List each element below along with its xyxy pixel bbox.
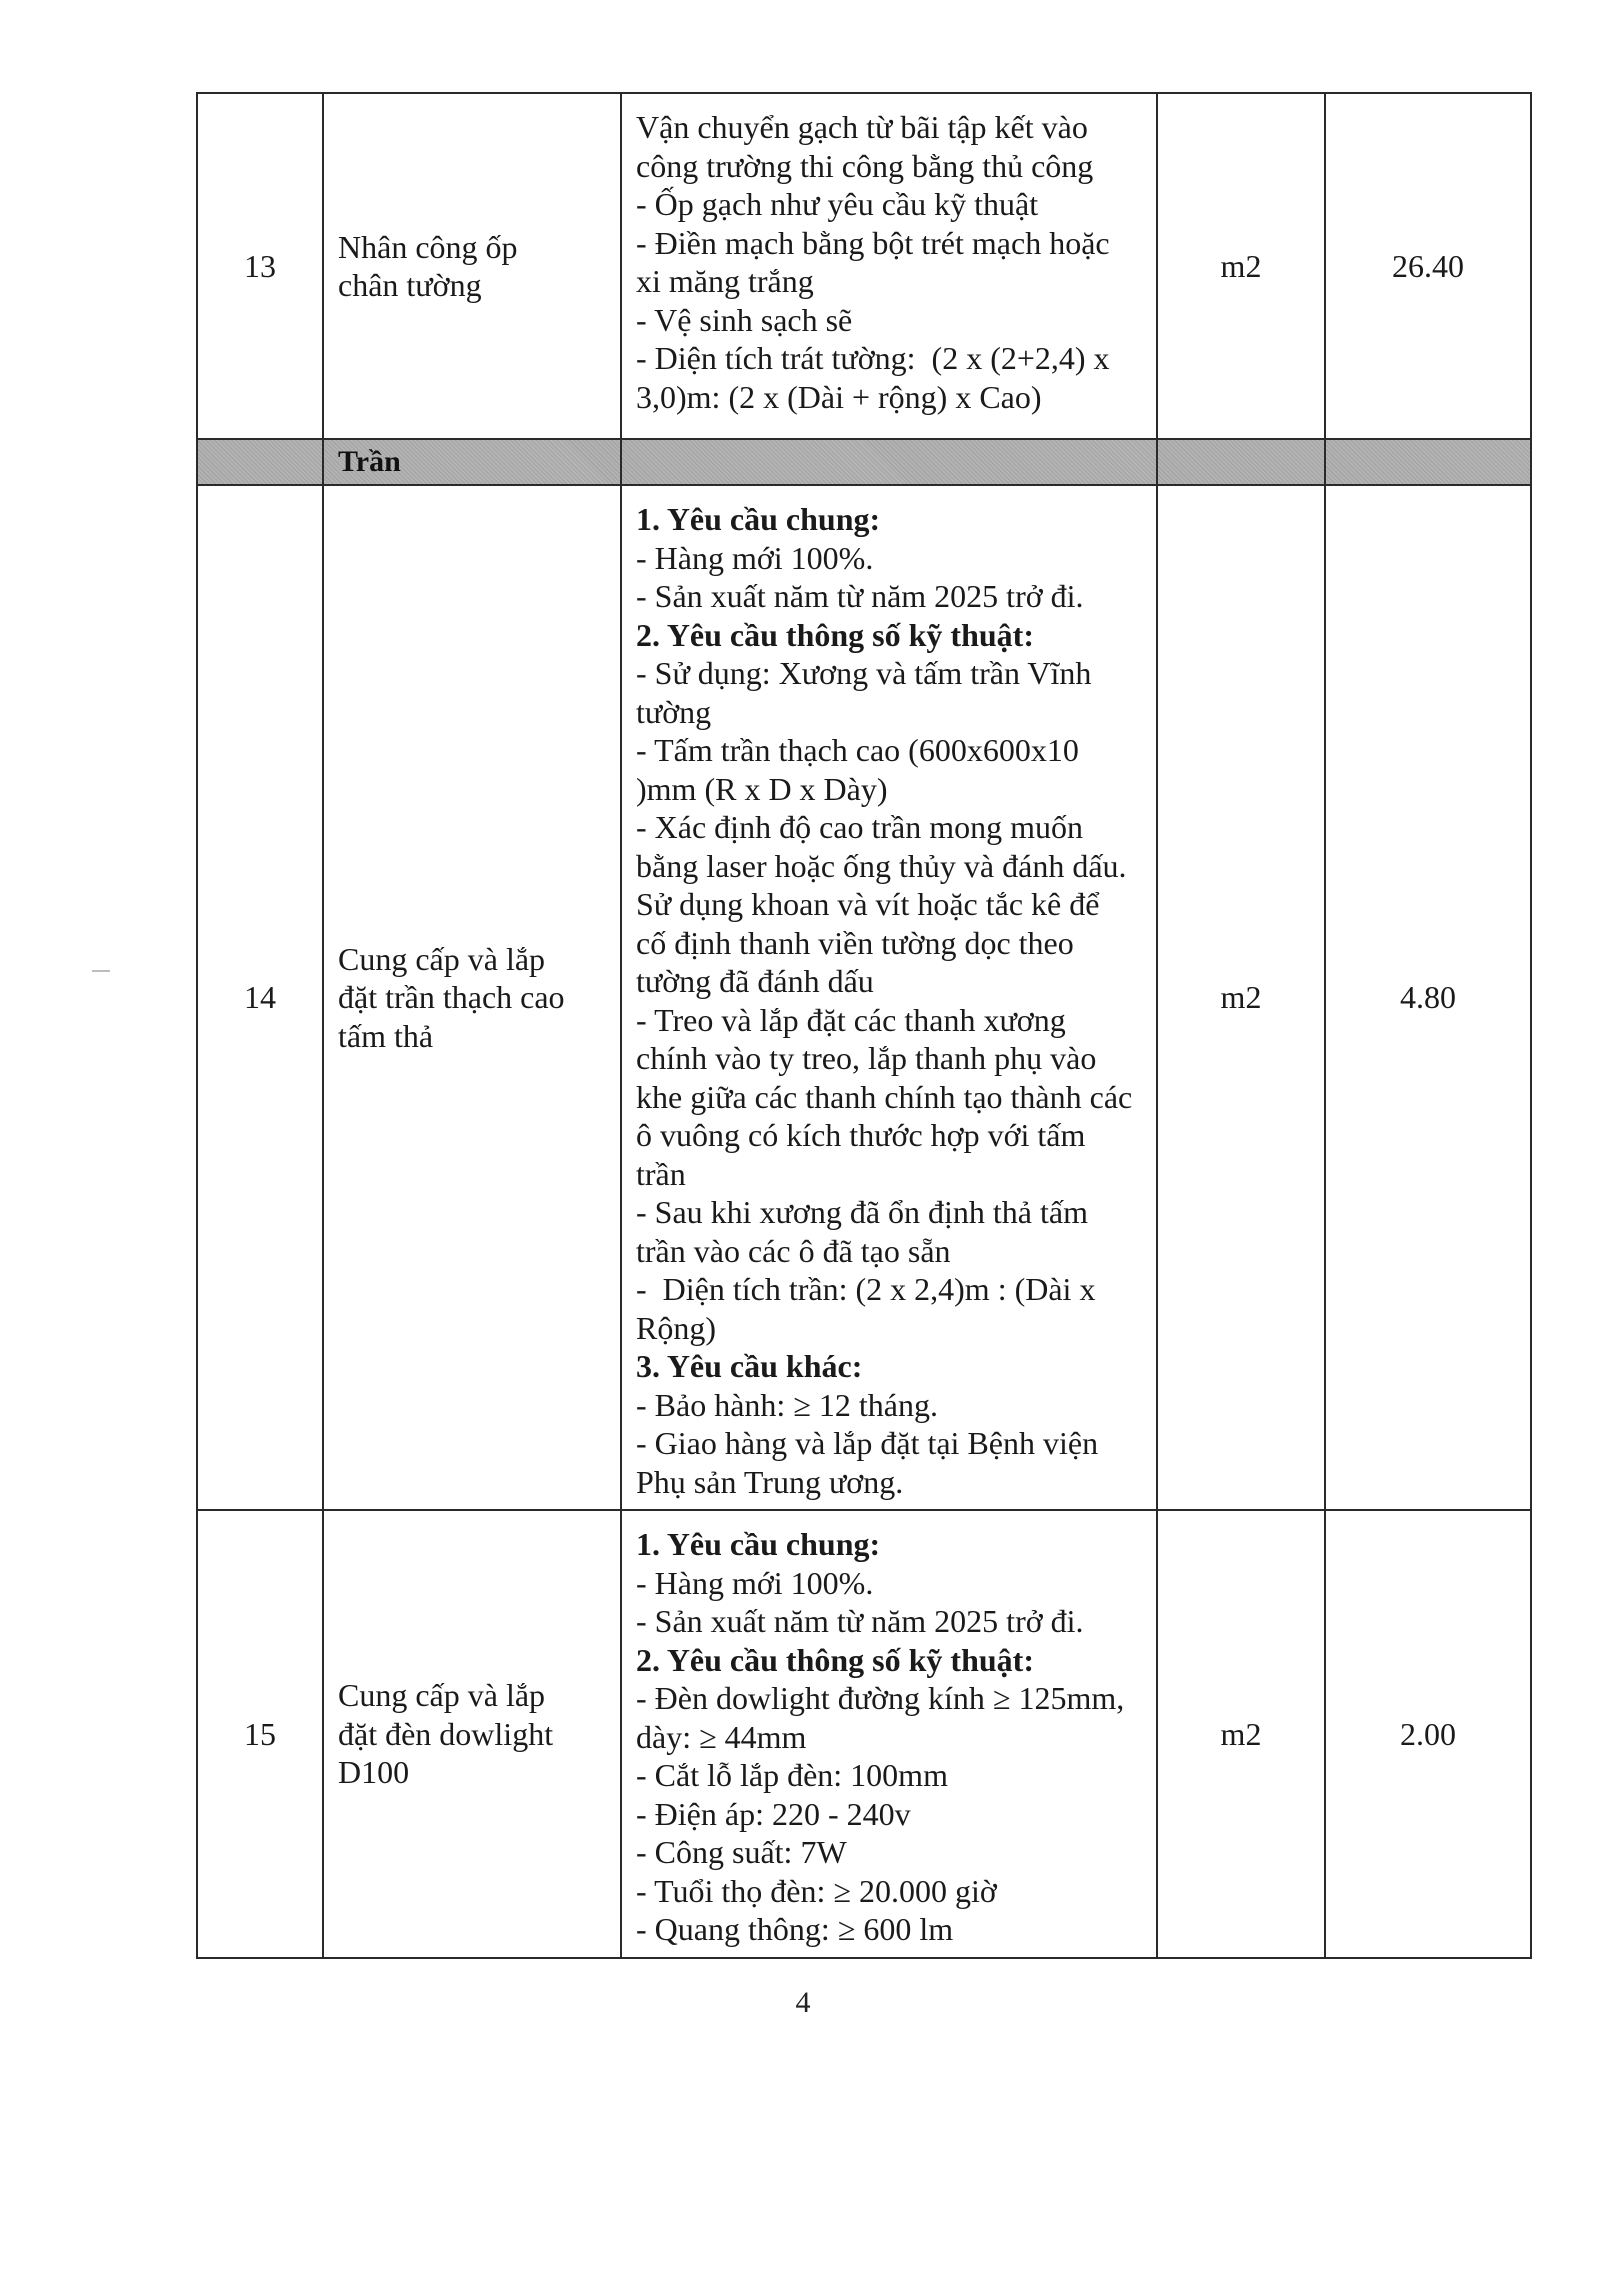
description-line: - Tấm trần thạch cao (600x600x10 bbox=[636, 732, 1079, 768]
item-name-line: Nhân công ốp bbox=[338, 228, 518, 265]
description-line: tường bbox=[636, 693, 712, 730]
description-heading: 2. Yêu cầu thông số kỹ thuật: bbox=[636, 1641, 1034, 1678]
description-line: xi măng trắng bbox=[636, 263, 814, 299]
description-line: khe giữa các thanh chính tạo thành các bbox=[636, 1078, 1133, 1115]
description-line: - Xác định độ cao trần mong muốn bbox=[636, 809, 1083, 845]
description-line: - Sản xuất năm từ năm 2025 trở đi. bbox=[636, 1603, 1084, 1639]
description-line: - Sử dụng: Xương và tấm trần Vĩnh bbox=[636, 655, 1092, 691]
unit-cell: m2 bbox=[1157, 485, 1325, 1510]
scan-artifact-mark bbox=[92, 970, 110, 972]
description-line: - Ốp gạch như yêu cầu kỹ thuật bbox=[636, 186, 1039, 222]
description-line: bằng laser hoặc ống thủy và đánh dấu. bbox=[636, 847, 1127, 884]
item-name-line: chân tường bbox=[338, 267, 482, 303]
section-empty-cell bbox=[1325, 439, 1531, 485]
quantity-cell: 26.40 bbox=[1325, 93, 1531, 439]
description-line: ô vuông có kích thước hợp với tấm bbox=[636, 1117, 1086, 1153]
description-line: - Quang thông: ≥ 600 lm bbox=[636, 1911, 954, 1947]
description-line: - Hàng mới 100%. bbox=[636, 1564, 874, 1601]
unit-cell: m2 bbox=[1157, 93, 1325, 439]
description-heading: 2. Yêu cầu thông số kỹ thuật: bbox=[636, 616, 1034, 653]
item-description bbox=[621, 1510, 1157, 1958]
row-number: 14 bbox=[197, 485, 323, 1510]
section-header-row bbox=[197, 439, 1531, 485]
description-line: trần bbox=[636, 1155, 686, 1192]
item-name bbox=[323, 485, 621, 1510]
section-empty-cell bbox=[621, 439, 1157, 485]
description-line: dày: ≥ 44mm bbox=[636, 1718, 807, 1755]
description-line: - Diện tích trần: (2 x 2,4)m : (Dài x bbox=[636, 1271, 1096, 1307]
description-line: cố định thanh viền tường dọc theo bbox=[636, 924, 1074, 961]
description-line: công trường thi công bằng thủ công bbox=[636, 147, 1094, 184]
description-heading: 1. Yêu cầu chung: bbox=[636, 501, 881, 537]
item-name bbox=[323, 93, 621, 439]
description-line: - Vệ sinh sạch sẽ bbox=[636, 301, 853, 338]
item-name-line: Cung cấp và lắp bbox=[338, 940, 546, 977]
item-description bbox=[621, 93, 1157, 439]
specification-table bbox=[196, 92, 1532, 1959]
row-number: 13 bbox=[197, 93, 323, 439]
section-empty-cell bbox=[197, 439, 323, 485]
description-heading: 1. Yêu cầu chung: bbox=[636, 1526, 881, 1562]
item-description bbox=[621, 485, 1157, 1510]
quantity-cell: 4.80 bbox=[1325, 485, 1531, 1510]
description-line: 3,0)m: (2 x (Dài + rộng) x Cao) bbox=[636, 378, 1042, 415]
table-row bbox=[197, 93, 1531, 439]
description-line: tường đã đánh dấu bbox=[636, 963, 874, 999]
description-line: trần vào các ô đã tạo sẵn bbox=[636, 1232, 951, 1269]
description-line: )mm (R x D x Dày) bbox=[636, 770, 888, 807]
description-line: - Sản xuất năm từ năm 2025 trở đi. bbox=[636, 578, 1084, 614]
description-line: Phụ sản Trung ương. bbox=[636, 1463, 904, 1500]
unit-cell: m2 bbox=[1157, 1510, 1325, 1958]
item-name-line: đặt trần thạch cao bbox=[338, 979, 565, 1016]
description-line: - Bảo hành: ≥ 12 tháng. bbox=[636, 1386, 938, 1423]
description-line: - Điền mạch bằng bột trét mạch hoặc bbox=[636, 224, 1110, 261]
description-line: - Công suất: 7W bbox=[636, 1834, 847, 1870]
description-line: - Đèn dowlight đường kính ≥ 125mm, bbox=[636, 1680, 1125, 1716]
description-line: Vận chuyển gạch từ bãi tập kết vào bbox=[636, 109, 1088, 145]
item-name bbox=[323, 1510, 621, 1958]
item-name-line: tấm thả bbox=[338, 1017, 434, 1054]
row-number: 15 bbox=[197, 1510, 323, 1958]
table-row bbox=[197, 485, 1531, 1510]
description-line: - Treo và lắp đặt các thanh xương bbox=[636, 1001, 1066, 1038]
description-line: - Diện tích trát tường: (2 x (2+2,4) x bbox=[636, 340, 1110, 376]
description-line: chính vào ty treo, lắp thanh phụ vào bbox=[636, 1040, 1097, 1076]
description-line: - Tuổi thọ đèn: ≥ 20.000 giờ bbox=[636, 1872, 997, 1909]
section-label: Trần bbox=[323, 439, 621, 485]
description-line: Sử dụng khoan và vít hoặc tắc kê để bbox=[636, 886, 1100, 922]
section-empty-cell bbox=[1157, 439, 1325, 485]
page-number: 4 bbox=[795, 1986, 811, 2019]
description-line: - Sau khi xương đã ổn định thả tấm bbox=[636, 1194, 1088, 1230]
item-name-line: Cung cấp và lắp bbox=[338, 1677, 546, 1713]
description-line: - Điện áp: 220 - 240v bbox=[636, 1795, 911, 1832]
description-line: Rộng) bbox=[636, 1309, 716, 1346]
table-row bbox=[197, 1510, 1531, 1958]
description-line: - Hàng mới 100%. bbox=[636, 539, 874, 576]
description-line: - Giao hàng và lắp đặt tại Bệnh viện bbox=[636, 1425, 1099, 1461]
description-heading: 3. Yêu cầu khác: bbox=[636, 1348, 863, 1384]
quantity-cell: 2.00 bbox=[1325, 1510, 1531, 1958]
description-line: - Cắt lỗ lắp đèn: 100mm bbox=[636, 1757, 948, 1793]
item-name-line: D100 bbox=[338, 1754, 410, 1790]
item-name-line: đặt đèn dowlight bbox=[338, 1715, 554, 1752]
